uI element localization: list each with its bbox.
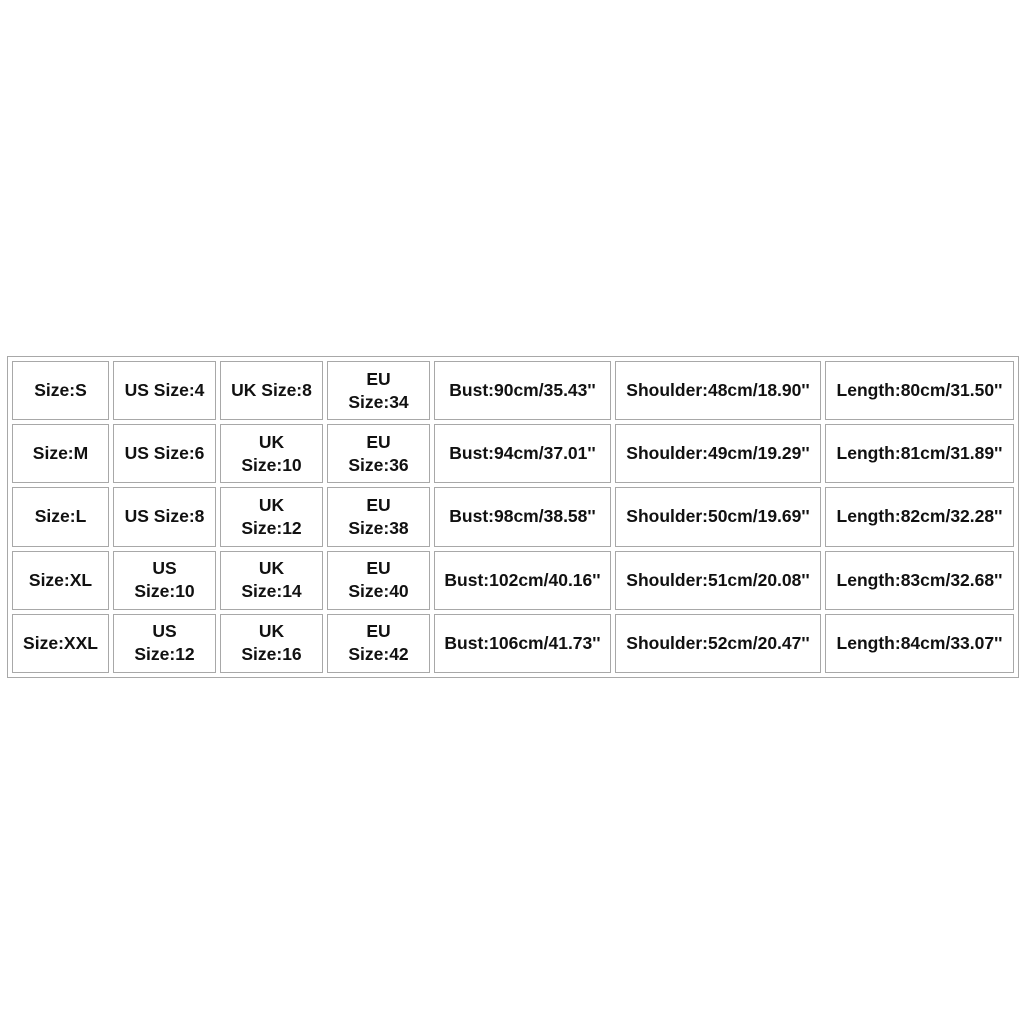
bust-cell (434, 551, 611, 610)
eu-size-cell (327, 361, 430, 420)
bust-cell (434, 487, 611, 546)
us-size-cell-line: US (152, 621, 177, 642)
length-cell-text: Length:80cm/31.50'' (836, 380, 1003, 401)
eu-size-cell (327, 424, 430, 483)
length-cell-text: Length:83cm/32.68'' (836, 569, 1003, 590)
uk-size-cell-line: UK Size:8 (231, 380, 312, 401)
size-cell (12, 614, 109, 673)
eu-size-cell-line: Size:38 (348, 517, 409, 538)
us-size-cell-line: Size:12 (134, 644, 195, 665)
us-size-cell-line: US Size:4 (124, 380, 205, 401)
shoulder-cell-text: Shoulder:52cm/20.47'' (626, 632, 810, 653)
uk-size-cell-line: Size:14 (241, 581, 302, 602)
bust-cell (434, 614, 611, 673)
us-size-cell (113, 551, 216, 610)
length-cell-text: Length:84cm/33.07'' (836, 632, 1003, 653)
us-size-cell-line: US Size:6 (124, 443, 205, 464)
size-cell (12, 487, 109, 546)
bust-cell (434, 424, 611, 483)
eu-size-cell (327, 614, 430, 673)
size-cell-text: Size:M (32, 443, 89, 464)
bust-cell-text: Bust:98cm/38.58'' (449, 506, 596, 527)
uk-size-cell-line: Size:10 (241, 454, 302, 475)
shoulder-cell (615, 551, 821, 610)
eu-size-cell-line: Size:40 (348, 581, 409, 602)
eu-size-cell-line: EU (366, 431, 391, 452)
table-row (12, 551, 1014, 610)
bust-cell (434, 361, 611, 420)
shoulder-cell-text: Shoulder:51cm/20.08'' (626, 569, 810, 590)
uk-size-cell (220, 614, 323, 673)
length-cell-text: Length:82cm/32.28'' (836, 506, 1003, 527)
bust-cell-text: Bust:106cm/41.73'' (444, 632, 601, 653)
length-cell (825, 487, 1014, 546)
size-cell (12, 424, 109, 483)
uk-size-cell-line: UK (258, 558, 285, 579)
us-size-cell-line: Size:10 (134, 581, 195, 602)
length-cell (825, 424, 1014, 483)
size-cell (12, 361, 109, 420)
shoulder-cell-text: Shoulder:48cm/18.90'' (626, 380, 810, 401)
size-cell-text: Size:XL (28, 569, 93, 590)
uk-size-cell-line: UK (258, 621, 285, 642)
eu-size-cell-line: Size:42 (348, 644, 409, 665)
us-size-cell-line: US (152, 558, 177, 579)
eu-size-cell (327, 551, 430, 610)
bust-cell-text: Bust:102cm/40.16'' (444, 569, 601, 590)
shoulder-cell (615, 361, 821, 420)
size-cell (12, 551, 109, 610)
shoulder-cell (615, 424, 821, 483)
uk-size-cell (220, 551, 323, 610)
uk-size-cell-line: UK (258, 431, 285, 452)
length-cell-text: Length:81cm/31.89'' (836, 443, 1003, 464)
uk-size-cell (220, 361, 323, 420)
bust-cell-text: Bust:90cm/35.43'' (449, 380, 596, 401)
eu-size-cell (327, 487, 430, 546)
us-size-cell (113, 361, 216, 420)
eu-size-cell-line: EU (366, 494, 391, 515)
us-size-cell (113, 424, 216, 483)
table-row (12, 361, 1014, 420)
eu-size-cell-line: Size:36 (348, 454, 409, 475)
length-cell (825, 614, 1014, 673)
shoulder-cell (615, 614, 821, 673)
length-cell (825, 361, 1014, 420)
uk-size-cell (220, 424, 323, 483)
table-row (12, 424, 1014, 483)
table-row (12, 487, 1014, 546)
size-chart-table (7, 356, 1019, 678)
uk-size-cell-line: UK (258, 494, 285, 515)
uk-size-cell-line: Size:16 (241, 644, 302, 665)
uk-size-cell (220, 487, 323, 546)
eu-size-cell-line: EU (366, 368, 391, 389)
uk-size-cell-line: Size:12 (241, 517, 302, 538)
size-chart-body (12, 361, 1014, 673)
shoulder-cell (615, 487, 821, 546)
us-size-cell (113, 614, 216, 673)
shoulder-cell-text: Shoulder:49cm/19.29'' (626, 443, 810, 464)
bust-cell-text: Bust:94cm/37.01'' (449, 443, 596, 464)
us-size-cell (113, 487, 216, 546)
shoulder-cell-text: Shoulder:50cm/19.69'' (626, 506, 810, 527)
size-cell-text: Size:XXL (23, 632, 98, 653)
us-size-cell-line: US Size:8 (124, 506, 205, 527)
eu-size-cell-line: Size:34 (348, 391, 409, 412)
length-cell (825, 551, 1014, 610)
eu-size-cell-line: EU (366, 558, 391, 579)
size-cell-text: Size:S (34, 380, 87, 401)
table-row (12, 614, 1014, 673)
size-cell-text: Size:L (34, 506, 87, 527)
eu-size-cell-line: EU (366, 621, 391, 642)
